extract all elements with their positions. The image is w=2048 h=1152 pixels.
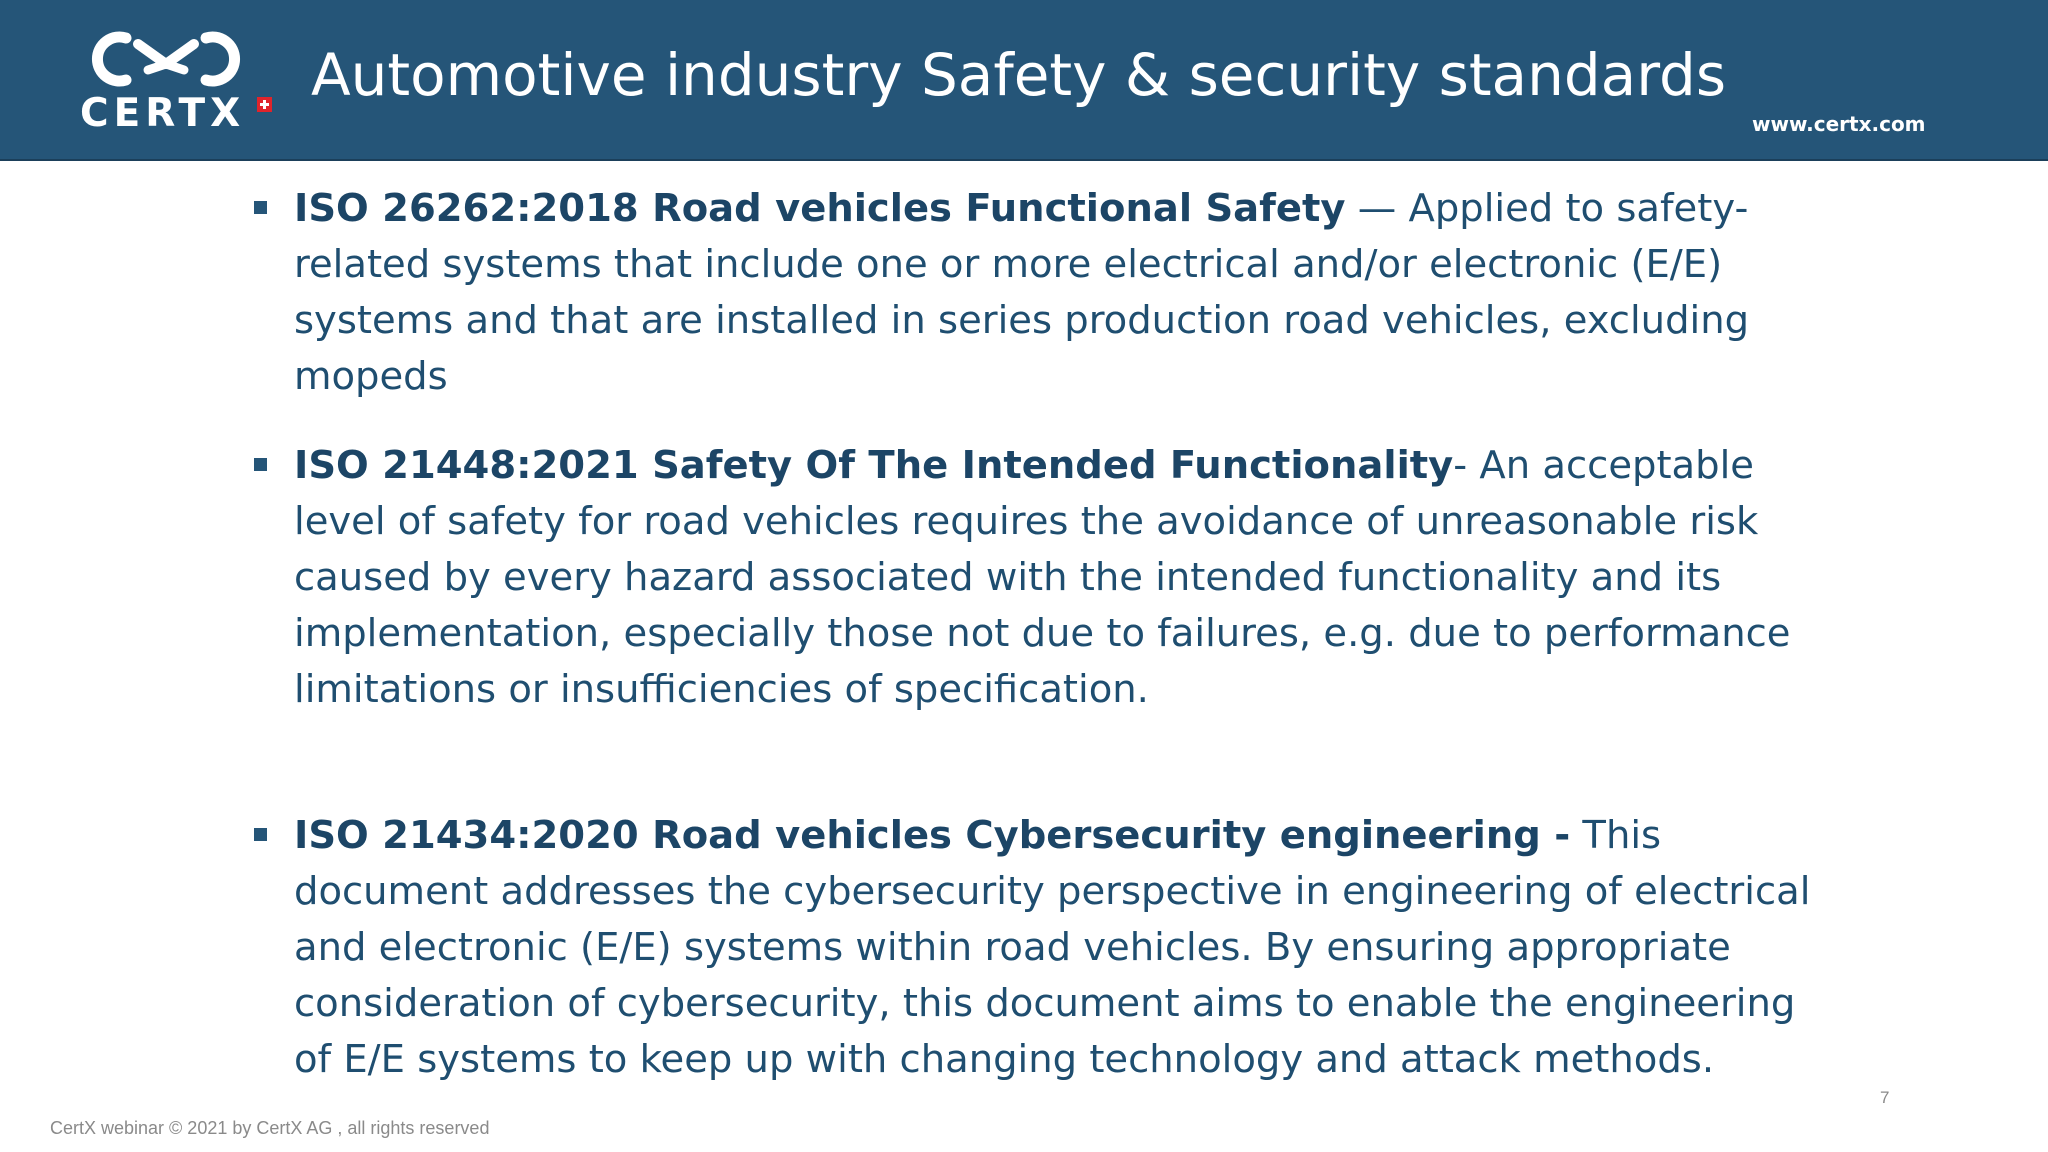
standard-description: This document addresses the cybersecurity perspective in engineering of electrical and electronic (E/E) systems within road vehicles. By ensuring appropriate consideration of cybersecurity, this document aims to enable the engineering of E/E systems to keep up with changing technology and attack methods. [294,813,1811,1082]
bullet-text [294,181,1824,405]
bullet-text [294,808,1824,1088]
standard-name: ISO 26262:2018 Road vehicles Functional Safety [294,186,1346,231]
standard-description: - An acceptable level of safety for road vehicles requires the avoidance of unreasonable risk caused by every hazard associated with the intended functionality and its implementation, especially those not due to failures, e.g. due to performance limitations or insufficiencies of specification. [294,443,1791,712]
square-bullet-icon [254,201,267,214]
square-bullet-icon [254,458,267,471]
square-bullet-icon [254,828,267,841]
slide-title: Automotive industry Safety & security standards [311,41,1727,109]
standard-name: ISO 21448:2021 Safety Of The Intended Functionality [294,443,1454,488]
certx-logo-wordmark: CERTX [80,91,246,136]
page-number: 7 [1880,1088,1890,1107]
footer-copyright: CertX webinar © 2021 by CertX AG , all rights reserved [50,1118,490,1138]
standard-description: — Applied to safety-related systems that include one or more electrical and/or electronic (E/E) systems and that are installed in series production road vehicles, excluding mopeds [294,186,1750,399]
bullet-text [294,438,1824,718]
website-url: www.certx.com [1752,112,1926,136]
standard-name: ISO 21434:2020 Road vehicles Cybersecurity engineering - [294,813,1571,858]
